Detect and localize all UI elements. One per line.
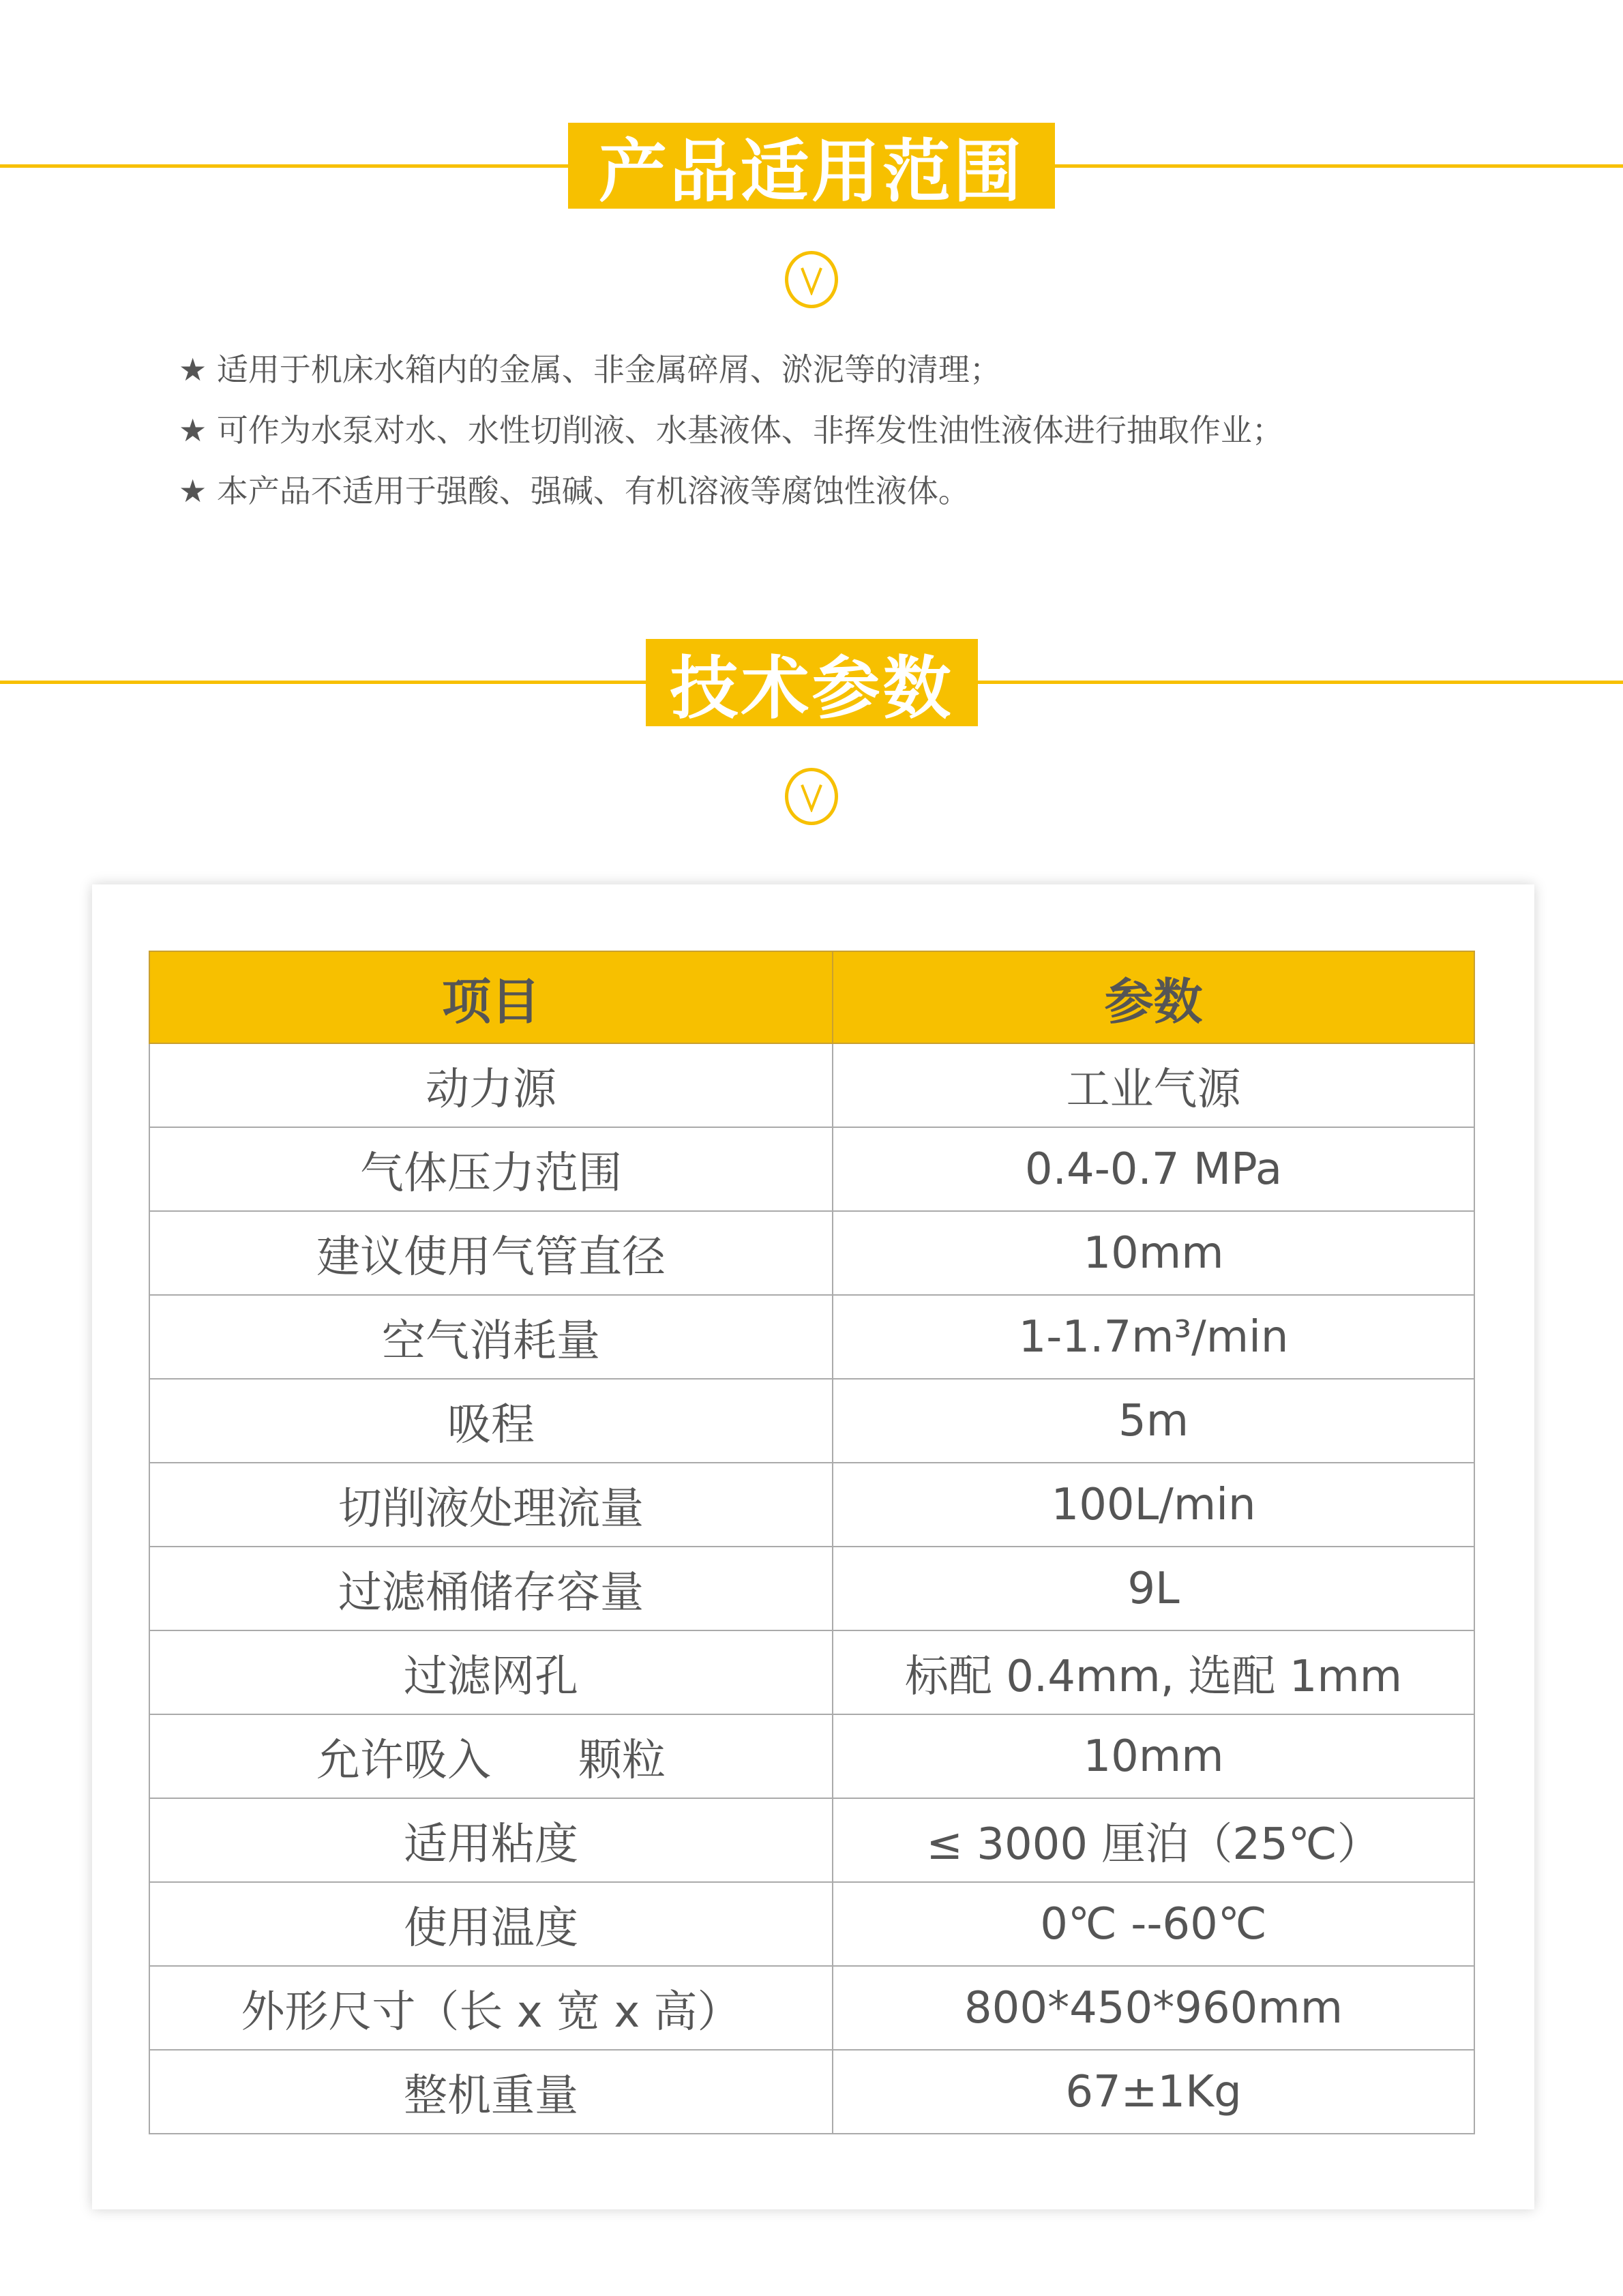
param-value: 0.4-0.7 MPa — [833, 1127, 1474, 1211]
list-item: ★ 适用于机床水箱内的金属、非金属碎屑、淤泥等的清理； — [179, 351, 1001, 388]
table-row — [149, 1127, 1474, 1211]
item-name: 气体压力范围 — [149, 1127, 833, 1211]
header-param: 参数 — [833, 951, 1474, 1043]
item-name: 吸程 — [149, 1379, 833, 1463]
item-name: 建议使用气管直径 — [149, 1211, 833, 1295]
item-name: 整机重量 — [149, 2050, 833, 2134]
table-row — [149, 1547, 1474, 1630]
param-value: 9L — [833, 1547, 1474, 1630]
param-value: 800*450*960mm — [833, 1966, 1474, 2050]
table-row — [149, 1211, 1474, 1295]
param-value: 10mm — [833, 1211, 1474, 1295]
table-row — [149, 1295, 1474, 1379]
scope-list — [179, 340, 1283, 522]
chevron-down-icon — [785, 768, 838, 825]
spec-table — [149, 951, 1475, 2134]
item-name: 空气消耗量 — [149, 1295, 833, 1379]
param-value: ≤ 3000 厘泊（25℃） — [833, 1798, 1474, 1882]
chevron-down-icon — [785, 251, 838, 308]
param-value: 67±1Kg — [833, 2050, 1474, 2134]
section-title-specs: 技术参数 — [646, 639, 978, 726]
table-row — [149, 1882, 1474, 1966]
item-name: 动力源 — [149, 1043, 833, 1127]
table-row — [149, 1043, 1474, 1127]
table-row — [149, 1798, 1474, 1882]
param-value: 10mm — [833, 1714, 1474, 1798]
item-name: 过滤桶储存容量 — [149, 1547, 833, 1630]
header-item: 项目 — [149, 951, 833, 1043]
section-title-scope: 产品适用范围 — [568, 123, 1055, 209]
param-value: 标配 0.4mm, 选配 1mm — [833, 1630, 1474, 1714]
list-item: ★ 可作为水泵对水、水性切削液、水基液体、非挥发性油性液体进行抽取作业； — [179, 412, 1283, 449]
param-value: 工业气源 — [833, 1043, 1474, 1127]
table-row — [149, 1379, 1474, 1463]
table-header-row — [149, 951, 1474, 1043]
item-name: 适用粘度 — [149, 1798, 833, 1882]
table-row — [149, 1463, 1474, 1547]
table-row — [149, 2050, 1474, 2134]
item-name: 外形尺寸（长 x 宽 x 高） — [149, 1966, 833, 2050]
table-row — [149, 1714, 1474, 1798]
table-row — [149, 1966, 1474, 2050]
item-name: 使用温度 — [149, 1882, 833, 1966]
item-name: 切削液处理流量 — [149, 1463, 833, 1547]
param-value: 5m — [833, 1379, 1474, 1463]
table-row — [149, 1630, 1474, 1714]
param-value: 0℃ --60℃ — [833, 1882, 1474, 1966]
item-name: 过滤网孔 — [149, 1630, 833, 1714]
list-item: ★ 本产品不适用于强酸、强碱、有机溶液等腐蚀性液体。 — [179, 473, 970, 509]
param-value: 100L/min — [833, 1463, 1474, 1547]
item-name: 允许吸入 颗粒 — [149, 1714, 833, 1798]
param-value: 1-1.7m³/min — [833, 1295, 1474, 1379]
